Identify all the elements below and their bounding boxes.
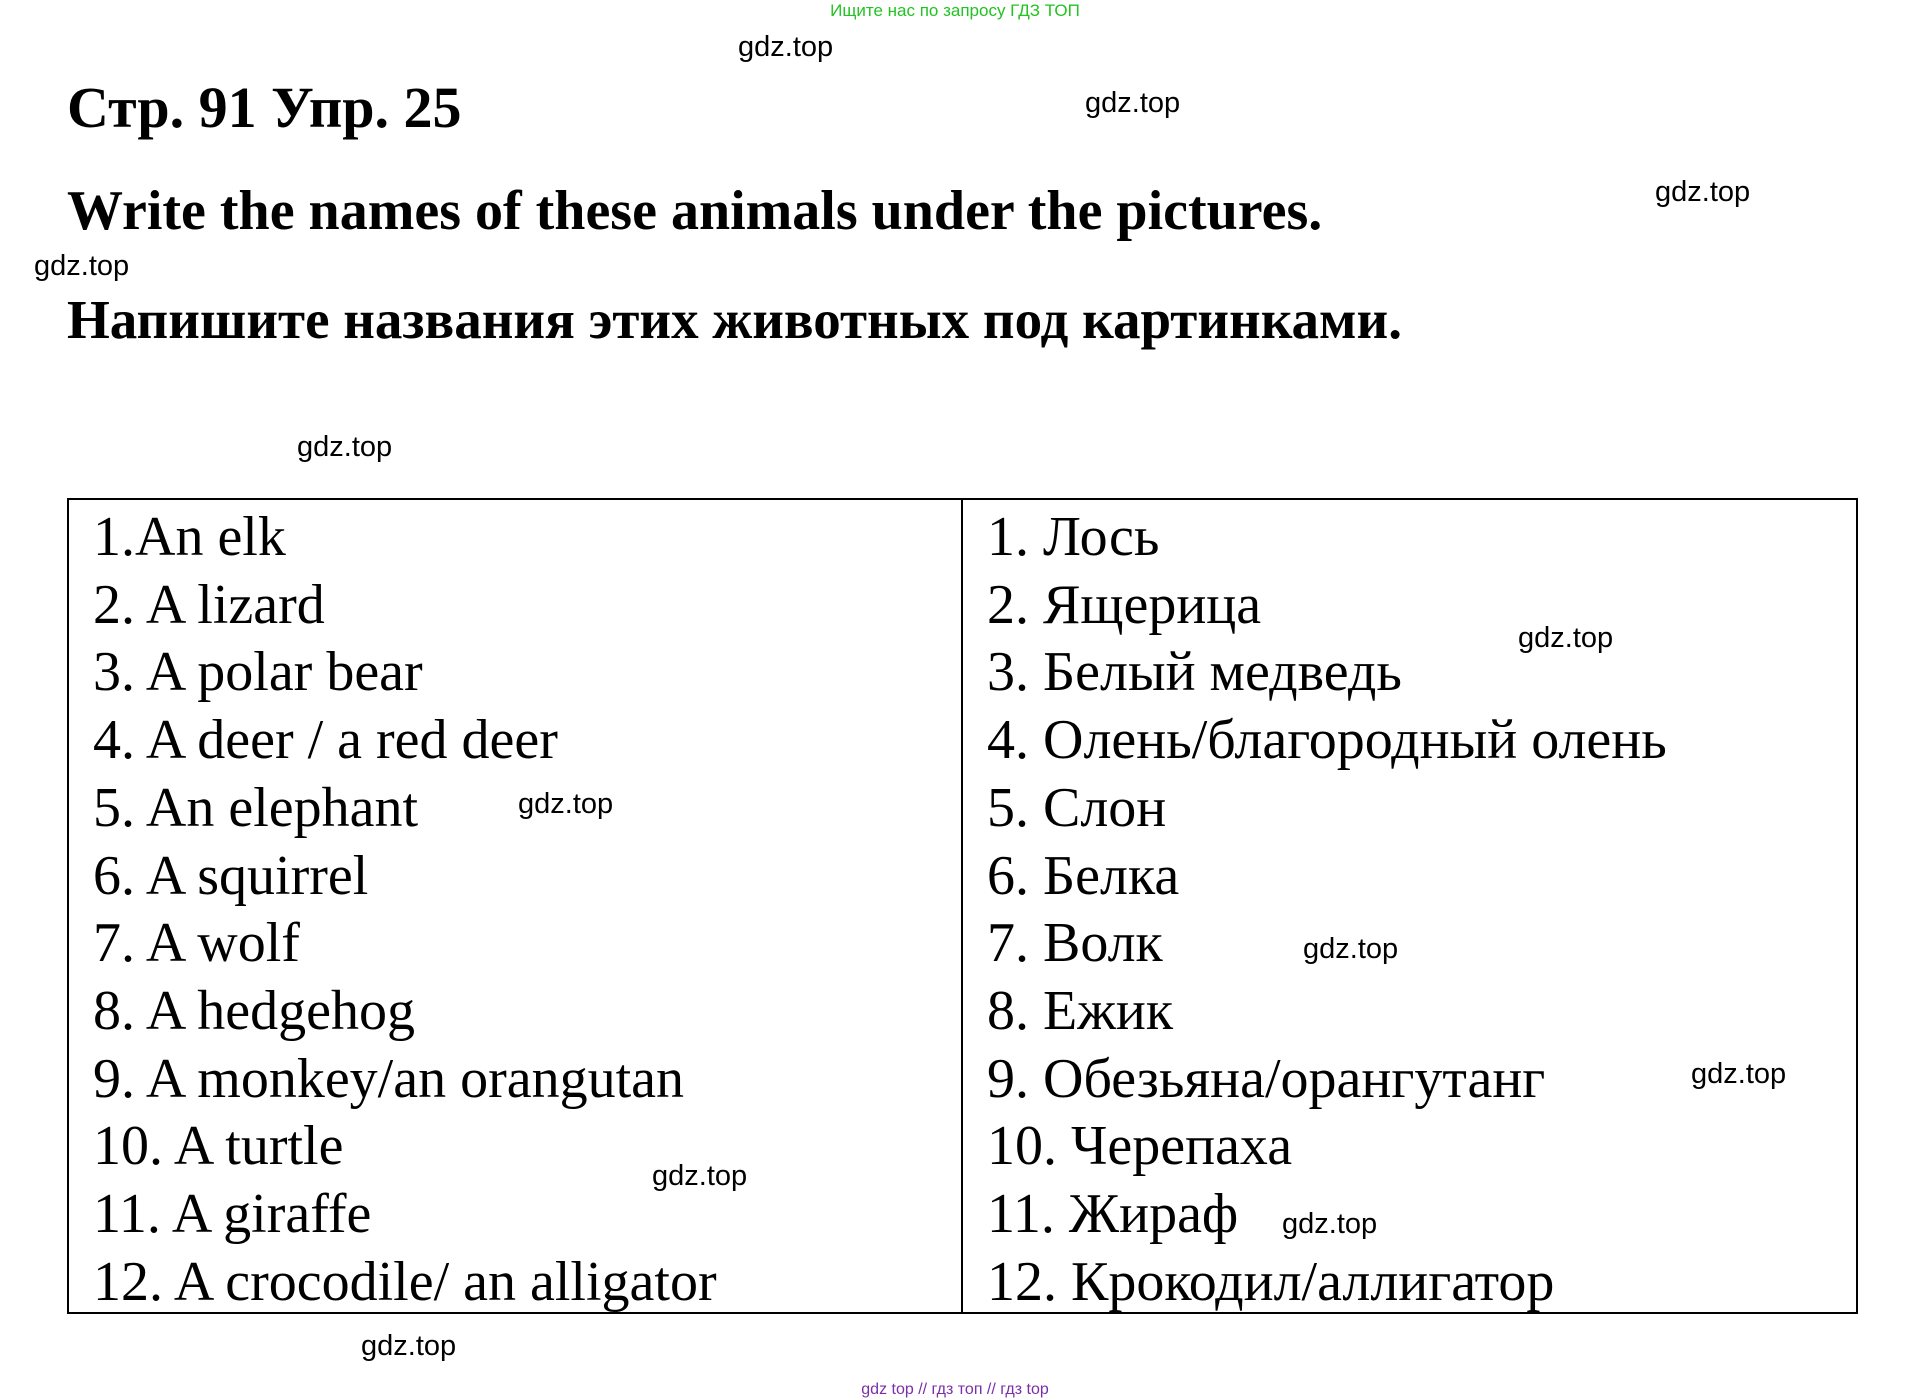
english-answer-item: 6. A squirrel	[93, 844, 369, 907]
english-answer-item: 9. A monkey/an orangutan	[93, 1047, 685, 1110]
watermark: gdz.top	[738, 31, 834, 63]
english-answer-item: 10. A turtle	[93, 1115, 344, 1178]
english-answer-item: 4. A deer / a red deer	[93, 709, 558, 772]
russian-answer-item: 5. Слон	[987, 776, 1167, 839]
watermark: gdz.top	[1085, 87, 1181, 119]
english-answer-item: 3. A polar bear	[93, 641, 423, 704]
watermark: gdz.top	[361, 1330, 457, 1362]
watermark: gdz.top	[518, 788, 614, 820]
english-answer-item: 11. A giraffe	[93, 1183, 372, 1246]
instruction-russian: Напишите названия этих животных под картинками.	[67, 289, 1402, 350]
russian-answer-item: 7. Волк	[987, 912, 1163, 975]
russian-column	[963, 500, 1856, 1312]
english-answer-item: 12. A crocodile/ an alligator	[93, 1250, 717, 1313]
russian-answer-item: 10. Черепаха	[987, 1115, 1293, 1178]
english-answer-item: 7. A wolf	[93, 912, 300, 975]
russian-answer-item: 1. Лось	[987, 506, 1160, 568]
bottom-banner: gdz top // гдз топ // гдз top	[861, 1381, 1049, 1398]
russian-answer-item: 3. Белый медведь	[987, 641, 1402, 704]
russian-answer-item: 4. Олень/благородный олень	[987, 709, 1667, 772]
english-answer-item: 2. A lizard	[93, 573, 325, 636]
english-answer-list	[93, 504, 961, 1316]
top-banner: Ищите нас по запросу ГДЗ ТОП	[830, 1, 1080, 20]
watermark: gdz.top	[1518, 622, 1614, 654]
english-answer-item: 5. An elephant	[93, 776, 419, 839]
english-answer-item: 8. A hedgehog	[93, 979, 415, 1042]
russian-answer-item: 12. Крокодил/аллигатор	[987, 1250, 1555, 1313]
russian-answer-item: 2. Ящерица	[987, 573, 1262, 636]
watermark: gdz.top	[652, 1160, 748, 1192]
russian-answer-item: 8. Ежик	[987, 979, 1174, 1042]
watermark: gdz.top	[1303, 933, 1399, 965]
page-title: Стр. 91 Упр. 25	[67, 75, 462, 140]
russian-answer-item: 11. Жираф	[987, 1183, 1239, 1246]
watermark: gdz.top	[1691, 1058, 1787, 1090]
russian-answer-item: 6. Белка	[987, 844, 1180, 907]
english-column	[69, 500, 963, 1312]
watermark: gdz.top	[34, 250, 130, 282]
watermark: gdz.top	[1655, 176, 1751, 208]
watermark: gdz.top	[1282, 1208, 1378, 1240]
english-answer-item: 1.An elk	[93, 506, 286, 568]
watermark: gdz.top	[297, 431, 393, 463]
instruction-english: Write the names of these animals under the pictures.	[67, 180, 1323, 242]
russian-answer-item: 9. Обезьяна/орангутанг	[987, 1047, 1546, 1110]
russian-answer-list	[987, 504, 1856, 1316]
